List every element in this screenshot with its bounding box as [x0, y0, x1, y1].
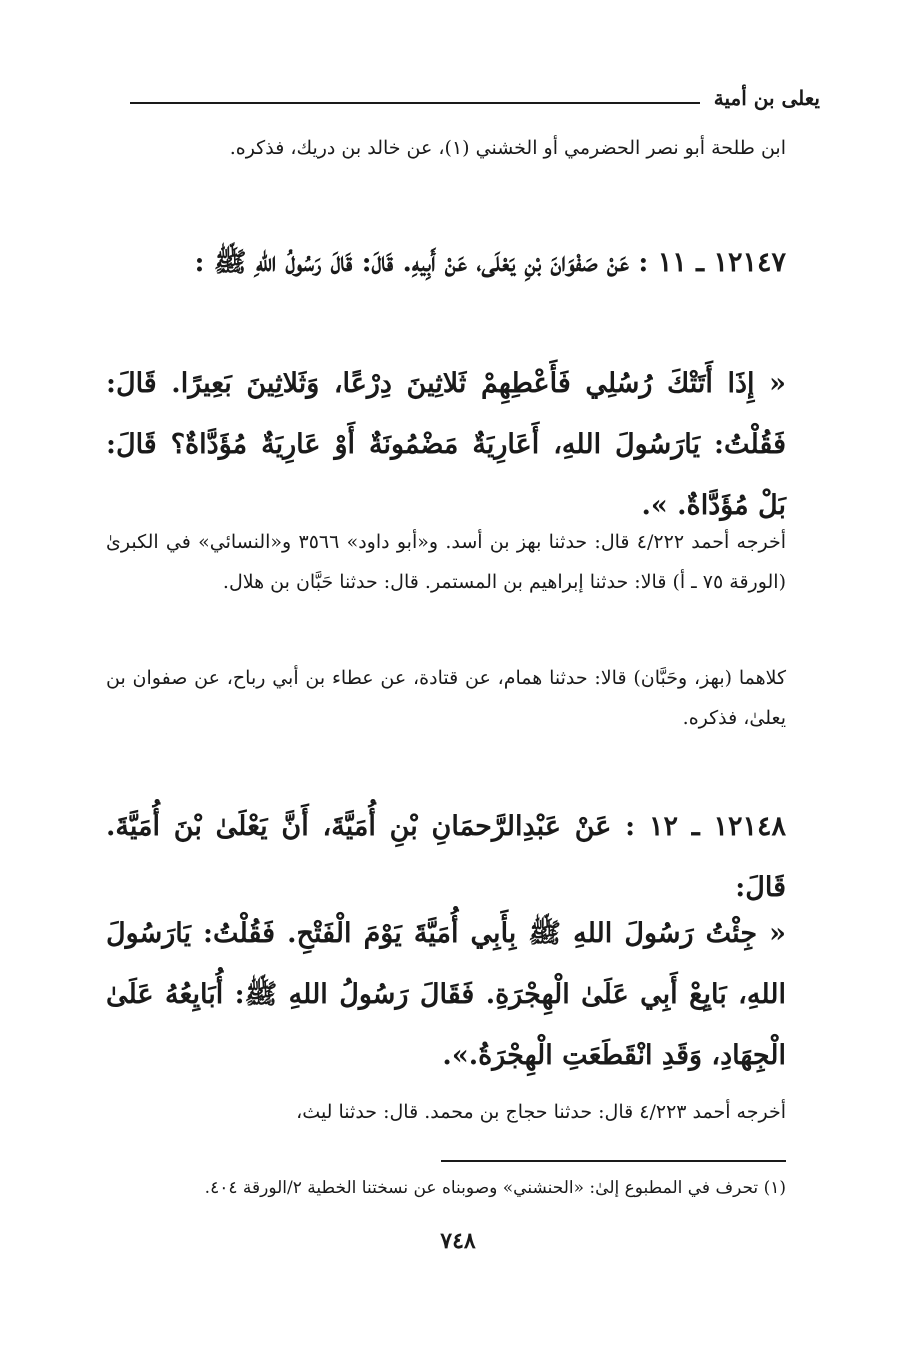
footnote-rule — [441, 1160, 786, 1162]
hadith-12147-heading: ١٢١٤٧ ـ ١١ : عَنْ صَفْوَانَ بْنِ يَعْلَى، عَنْ أَبِيهِ. قَالَ: قَالَ رَسُولُ اللهِ ﷺ : — [194, 247, 786, 278]
header-title: يعلى بن أمية — [713, 86, 820, 110]
continuation-paragraph: ابن طلحة أبو نصر الحضرمي أو الخشني (١)، عن خالد بن دريك، فذكره. — [229, 137, 786, 159]
hadith-12148-heading: ١٢١٤٨ ـ ١٢ : عَنْ عَبْدِالرَّحمَانِ بْنِ أُمَيَّةَ، أَنَّ يَعْلَىٰ بْنَ أُمَيَّةَ. قَالَ: — [106, 811, 786, 903]
running-header — [130, 86, 820, 116]
hadith-12148-text: « جِئْتُ رَسُولَ اللهِ ﷺ بِأَبِي أُمَيَّةَ يَوْمَ الْفَتْحِ. فَقُلْتُ: يَارَسُولَ اللهِ، بَايِعْ أَبِي عَلَىٰ الْهِجْرَةِ. فَقَالَ رَسُولُ اللهِ ﷺ: أُبَايِعُهُ عَلَىٰ الْجِهَادِ، وَقَدِ انْقَطَعَتِ الْهِجْرَةُ.». — [106, 918, 786, 1071]
footnote: (١) تحرف في المطبوع إلىٰ: «الحنشني» وصوبناه عن نسختنا الخطية ٢/الورقة ٤٠٤. — [204, 1178, 786, 1198]
takhrij-12148: أخرجه أحمد ٤/٢٢٣ قال: حدثنا حجاج بن محمد. قال: حدثنا ليث، — [296, 1101, 786, 1123]
page-number: ٧٤٨ — [440, 1228, 476, 1254]
takhrij-12147-chain: كلاهما (بهز، وحَبَّان) قالا: حدثنا همام، عن قتادة، عن عطاء بن أبي رباح، عن صفوان بن يعلىٰ، فذكره. — [106, 667, 786, 729]
header-rule — [130, 102, 700, 104]
takhrij-12147: أخرجه أحمد ٤/٢٢٢ قال: حدثنا بهز بن أسد. و«أبو داود» ٣٥٦٦ و«النسائي» في الكبرىٰ (الورقة ٧٥ ـ أ) قالا: حدثنا إبراهيم بن المستمر. قال: حدثنا حَبَّان بن هلال. — [106, 531, 786, 593]
hadith-12147-text: « إِذَا أَتَتْكَ رُسُلِي فَأَعْطِهِمْ ثَلاثِينَ دِرْعًا، وَثَلاثِينَ بَعِيرًا. قَالَ: فَقُلْتُ: يَارَسُولَ اللهِ، أَعَارِيَةٌ مَضْمُونَةٌ أَوْ عَارِيَةٌ مُؤَدَّاةٌ؟ قَالَ: بَلْ مُؤَدَّاةٌ. ». — [106, 368, 786, 521]
